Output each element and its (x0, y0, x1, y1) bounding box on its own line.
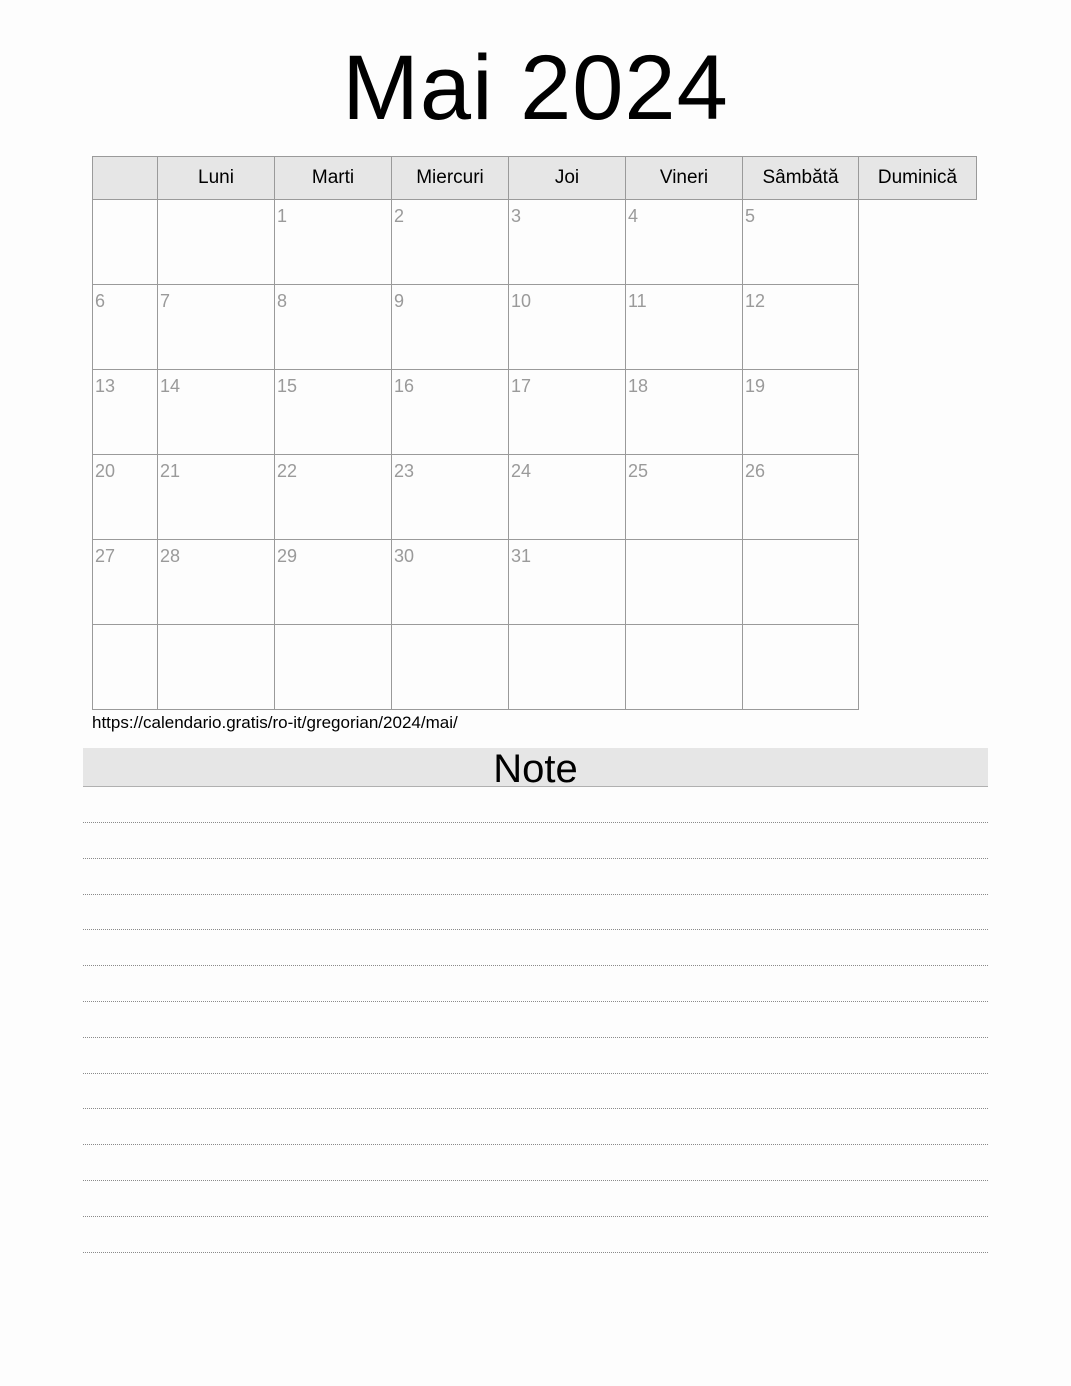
day-number: 12 (745, 291, 766, 311)
note-line (83, 1001, 988, 1002)
day-cell (93, 200, 158, 285)
day-number (158, 625, 274, 631)
source-url[interactable]: https://calendario.gratis/ro-it/gregorian/2024/mai/ (92, 713, 458, 732)
day-number: 21 (160, 461, 181, 481)
day-cell (743, 625, 859, 710)
note-line (83, 894, 988, 895)
day-cell (93, 625, 158, 710)
day-number: 18 (628, 376, 649, 396)
day-cell (392, 370, 509, 455)
day-cell (275, 285, 392, 370)
day-cell (392, 455, 509, 540)
week-row (93, 370, 977, 455)
weekday-header-row (93, 157, 977, 200)
day-cell (93, 370, 158, 455)
day-number: 16 (394, 376, 415, 396)
note-line (83, 1037, 988, 1038)
day-cell (626, 455, 743, 540)
note-line (83, 1144, 988, 1145)
weekday-header: Vineri (626, 157, 743, 200)
day-number: 25 (628, 461, 649, 481)
day-number (743, 625, 858, 631)
day-cell (743, 455, 859, 540)
day-number (392, 625, 508, 631)
note-line (83, 858, 988, 859)
day-number (158, 200, 274, 206)
week-row (93, 540, 977, 625)
weekday-header: Miercuri (392, 157, 509, 200)
day-number: 4 (628, 206, 639, 226)
day-number: 20 (95, 461, 116, 481)
day-cell (158, 200, 275, 285)
day-number (93, 200, 157, 206)
note-line (83, 822, 988, 823)
day-cell (626, 285, 743, 370)
day-number (743, 540, 858, 546)
calendar-grid (92, 156, 977, 710)
day-cell (158, 370, 275, 455)
day-number: 29 (277, 546, 298, 566)
day-number: 7 (160, 291, 171, 311)
day-number: 10 (511, 291, 532, 311)
day-number: 15 (277, 376, 298, 396)
day-number: 5 (745, 206, 756, 226)
day-cell (509, 625, 626, 710)
day-cell (743, 285, 859, 370)
day-cell (275, 455, 392, 540)
day-number (626, 625, 742, 631)
week-row (93, 625, 977, 710)
day-number: 9 (394, 291, 405, 311)
day-cell (626, 540, 743, 625)
day-number (626, 540, 742, 546)
week-row (93, 455, 977, 540)
day-cell (626, 625, 743, 710)
day-cell (158, 455, 275, 540)
day-cell (626, 370, 743, 455)
note-line (83, 1180, 988, 1181)
note-line (83, 965, 988, 966)
day-cell (93, 455, 158, 540)
day-cell (509, 540, 626, 625)
week-sidebar (93, 157, 158, 200)
day-cell (275, 200, 392, 285)
day-cell (275, 625, 392, 710)
week-row (93, 285, 977, 370)
day-number: 11 (628, 291, 647, 311)
day-number: 27 (95, 546, 116, 566)
day-number: 28 (160, 546, 181, 566)
day-number: 14 (160, 376, 181, 396)
day-cell (743, 200, 859, 285)
day-number: 22 (277, 461, 298, 481)
day-number: 3 (511, 206, 522, 226)
day-cell (392, 200, 509, 285)
day-cell (743, 370, 859, 455)
day-number (275, 625, 391, 631)
day-number (509, 625, 625, 631)
week-row (93, 200, 977, 285)
day-cell (158, 625, 275, 710)
day-cell (509, 200, 626, 285)
note-line (83, 1073, 988, 1074)
weekday-header: Duminică (859, 157, 977, 200)
day-cell (509, 285, 626, 370)
day-number: 1 (277, 206, 288, 226)
day-number: 2 (394, 206, 405, 226)
day-cell (509, 455, 626, 540)
weekday-header: Luni (158, 157, 275, 200)
page-title: Mai 2024 (342, 37, 729, 139)
day-cell (93, 540, 158, 625)
day-number: 17 (511, 376, 532, 396)
weekday-header: Sâmbătă (743, 157, 859, 200)
day-cell (743, 540, 859, 625)
day-cell (392, 285, 509, 370)
note-line (83, 1252, 988, 1253)
day-number: 23 (394, 461, 415, 481)
day-number: 30 (394, 546, 415, 566)
day-number: 19 (745, 376, 766, 396)
day-number: 26 (745, 461, 766, 481)
note-line (83, 1216, 988, 1217)
day-number: 6 (95, 291, 106, 311)
day-number: 13 (95, 376, 116, 396)
weekday-header: Joi (509, 157, 626, 200)
day-number: 24 (511, 461, 532, 481)
notes-header: Note (83, 748, 988, 787)
note-line (83, 1108, 988, 1109)
day-cell (275, 370, 392, 455)
weekday-header: Marti (275, 157, 392, 200)
day-cell (158, 540, 275, 625)
day-cell (392, 625, 509, 710)
day-cell (509, 370, 626, 455)
day-number: 8 (277, 291, 288, 311)
note-line (83, 929, 988, 930)
day-cell (275, 540, 392, 625)
day-cell (93, 285, 158, 370)
day-cell (392, 540, 509, 625)
day-number: 31 (511, 546, 532, 566)
day-number (93, 625, 157, 631)
day-cell (626, 200, 743, 285)
day-cell (158, 285, 275, 370)
